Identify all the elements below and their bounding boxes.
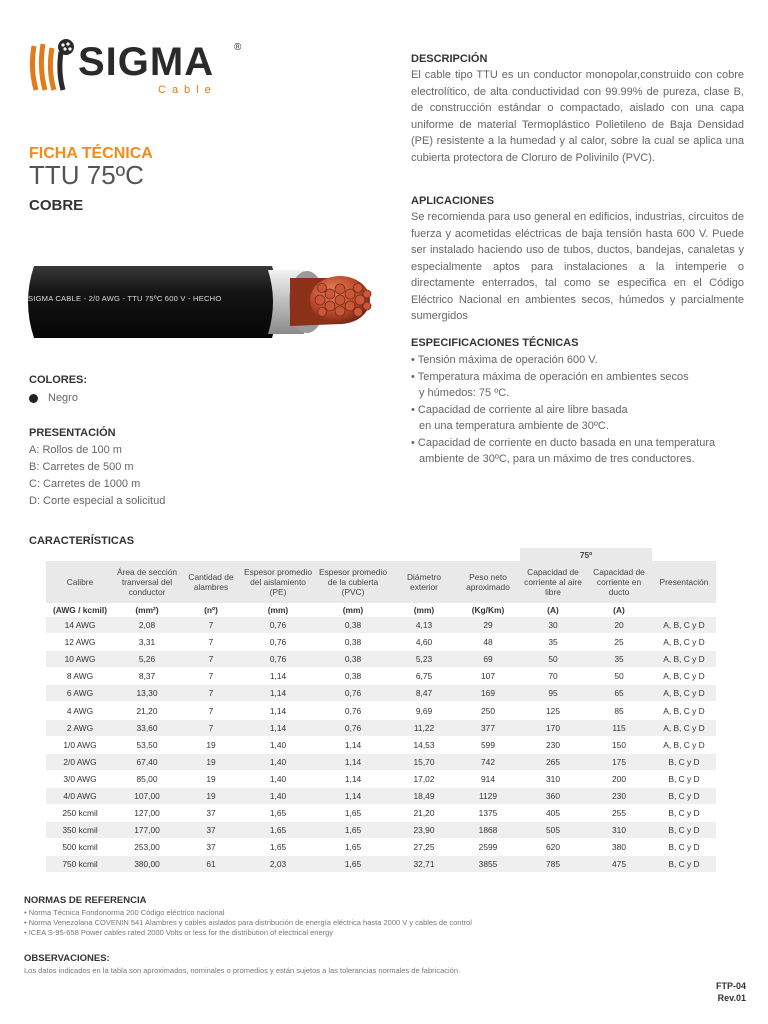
caracteristicas-heading: CARACTERÍSTICAS — [29, 535, 135, 547]
table-cell: A, B, C y D — [652, 685, 716, 702]
table-cell: 255 — [586, 805, 652, 822]
table-cell: 115 — [586, 720, 652, 737]
table-cell: 23,90 — [392, 822, 456, 839]
table-cell: 1,40 — [242, 788, 314, 805]
table-cell: 0,76 — [242, 617, 314, 634]
table-cell: 4,13 — [392, 617, 456, 634]
table-cell: 620 — [520, 839, 586, 856]
product-title: TTU 75ºC — [29, 160, 144, 190]
table-cell: 127,00 — [114, 805, 180, 822]
table-cell: 150 — [586, 737, 652, 754]
cable-print-text: SIGMA CABLE - 2/0 AWG - TTU 75ºC 600 V - HECHO — [28, 294, 222, 303]
table-cell: 1/0 AWG — [46, 737, 114, 754]
table-cell: 7 — [180, 634, 242, 651]
table-cell: 742 — [456, 754, 520, 771]
table-cell: 750 kcmil — [46, 856, 114, 873]
table-cell: 8,47 — [392, 685, 456, 702]
spec-line: • Capacidad de corriente en ducto basada en una temperatura — [411, 437, 716, 449]
table-cell: 67,40 — [114, 754, 180, 771]
table-cell: 265 — [520, 754, 586, 771]
table-cell: 107 — [456, 668, 520, 685]
table-cell: 0,38 — [314, 617, 392, 634]
table-cell: 914 — [456, 771, 520, 788]
table-cell: 19 — [180, 771, 242, 788]
table-cell: 2,08 — [114, 617, 180, 634]
table-cell: 65 — [586, 685, 652, 702]
table-cell: B, C y D — [652, 856, 716, 873]
column-header: Espesor promedio de la cubierta (PVC) — [314, 561, 392, 603]
table-cell: 95 — [520, 685, 586, 702]
column-header: Cantidad de alambres — [180, 561, 242, 603]
table-cell: 1,40 — [242, 771, 314, 788]
spec-item — [411, 369, 744, 401]
table-cell: A, B, C y D — [652, 668, 716, 685]
table-row — [46, 720, 716, 737]
table-row — [46, 685, 716, 702]
column-header: Capacidad de corriente al aire libre — [520, 561, 586, 603]
column-unit: (mm²) — [135, 605, 159, 615]
table-cell: 1,65 — [314, 805, 392, 822]
brand-subtitle: Cable — [158, 84, 217, 96]
table-cell: 14,53 — [392, 737, 456, 754]
column-unit — [652, 603, 716, 617]
table-cell: 1,65 — [242, 839, 314, 856]
table-cell: 85 — [586, 702, 652, 719]
table-cell: B, C y D — [652, 788, 716, 805]
color-dot-icon — [29, 394, 38, 403]
table-cell: 1,14 — [314, 788, 392, 805]
presentacion-heading: PRESENTACIÓN — [29, 427, 116, 439]
table-cell: 21,20 — [114, 702, 180, 719]
table-cell: 1,40 — [242, 737, 314, 754]
table-cell: 7 — [180, 668, 242, 685]
column-unit: (A) — [547, 605, 559, 615]
table-cell: 1375 — [456, 805, 520, 822]
registered-mark: ® — [234, 42, 242, 53]
table-cell: 505 — [520, 822, 586, 839]
table-cell: 177,00 — [114, 822, 180, 839]
table-cell: 785 — [520, 856, 586, 873]
table-cell: 1129 — [456, 788, 520, 805]
table-row — [46, 754, 716, 771]
spec-line: • Tensión máxima de operación 600 V. — [411, 354, 598, 366]
spec-line: y húmedos: 75 ºC. — [419, 387, 510, 399]
table-cell: 230 — [520, 737, 586, 754]
colores-heading: COLORES: — [29, 374, 88, 386]
table-row — [46, 702, 716, 719]
table-header-row — [46, 561, 716, 603]
table-row — [46, 737, 716, 754]
column-header: Diámetro exterior — [392, 561, 456, 603]
table-row — [46, 634, 716, 651]
table-cell: 599 — [456, 737, 520, 754]
descripcion-heading: DESCRIPCIÓN — [411, 53, 488, 65]
table-cell: 250 kcmil — [46, 805, 114, 822]
table-cell: 5,23 — [392, 651, 456, 668]
color-item — [29, 390, 78, 407]
presentacion-item: A: Rollos de 100 m — [29, 444, 122, 456]
table-row — [46, 668, 716, 685]
table-cell: 37 — [180, 822, 242, 839]
column-unit: (A) — [613, 605, 625, 615]
table-cell: 48 — [456, 634, 520, 651]
table-cell: 1,14 — [242, 702, 314, 719]
table-cell: B, C y D — [652, 805, 716, 822]
column-header: Presentación — [652, 561, 716, 603]
column-header: Peso neto aproximado — [456, 561, 520, 603]
table-cell: 14 AWG — [46, 617, 114, 634]
spec-line: en una temperatura ambiente de 30ºC. — [419, 420, 609, 432]
ficha-label: FICHA TÉCNICA — [29, 145, 153, 162]
column-unit: (mm) — [413, 605, 435, 615]
spec-line: • Temperatura máxima de operación en ambientes secos — [411, 371, 689, 383]
table-cell: 0,76 — [314, 720, 392, 737]
table-cell: 0,76 — [314, 702, 392, 719]
table-cell: 3855 — [456, 856, 520, 873]
spec-item — [411, 435, 744, 467]
column-unit: (mm) — [267, 605, 289, 615]
observaciones-heading: OBSERVACIONES: — [24, 953, 110, 964]
especificaciones-heading: ESPECIFICACIONES TÉCNICAS — [411, 337, 579, 349]
table-cell: A, B, C y D — [652, 737, 716, 754]
spec-item — [411, 402, 744, 434]
table-cell: 253,00 — [114, 839, 180, 856]
table-cell: 7 — [180, 702, 242, 719]
table-cell: 7 — [180, 685, 242, 702]
normas-heading: NORMAS DE REFERENCIA — [24, 895, 147, 906]
table-cell: 37 — [180, 839, 242, 856]
sigma-logo-icon — [28, 38, 78, 94]
table-cell: 30 — [520, 617, 586, 634]
table-cell: A, B, C y D — [652, 720, 716, 737]
table-cell: 32,71 — [392, 856, 456, 873]
table-cell: 2599 — [456, 839, 520, 856]
table-cell: 53,50 — [114, 737, 180, 754]
document-code — [716, 980, 746, 1004]
table-cell: 6 AWG — [46, 685, 114, 702]
table-cell: 6,75 — [392, 668, 456, 685]
sigma-logo — [28, 38, 258, 98]
table-cell: 19 — [180, 754, 242, 771]
table-cell: 0,38 — [314, 668, 392, 685]
table-cell: 2/0 AWG — [46, 754, 114, 771]
table-cell: 33,60 — [114, 720, 180, 737]
material-label: COBRE — [29, 197, 84, 214]
table-cell: 250 — [456, 702, 520, 719]
table-cell: 4/0 AWG — [46, 788, 114, 805]
table-cell: 1,40 — [242, 754, 314, 771]
table-cell: 70 — [520, 668, 586, 685]
column-unit: (nº) — [204, 605, 218, 615]
table-cell: B, C y D — [652, 822, 716, 839]
presentacion-list — [29, 442, 165, 510]
table-cell: 20 — [586, 617, 652, 634]
table-cell: 310 — [586, 822, 652, 839]
table-cell: 15,70 — [392, 754, 456, 771]
table-cell: 169 — [456, 685, 520, 702]
brand-name: SIGMA — [78, 40, 215, 84]
table-cell: 360 — [520, 788, 586, 805]
observaciones-text: Los datos indicados en la tabla son aproximados, nominales o promedios y están sujetos a las tolerancias normales de fabricación. — [24, 966, 461, 975]
table-cell: 107,00 — [114, 788, 180, 805]
aplicaciones-heading: APLICACIONES — [411, 195, 495, 207]
table-cell: B, C y D — [652, 771, 716, 788]
cable-image — [22, 262, 382, 342]
table-cell: 7 — [180, 617, 242, 634]
table-cell: 500 kcmil — [46, 839, 114, 856]
table-cell: 35 — [586, 651, 652, 668]
spec-line: ambiente de 30ºC, para un máximo de tres conductores. — [419, 453, 695, 465]
aplicaciones-text: Se recomienda para uso general en edificios, industrias, circuitos de fuerza y acometidas eléctricas de baja tensión hasta 600 V. Puede ser instalado haciendo uso de tubos, ductos, bandejas, canaletas y especialmente aptos para instalaciones a la intemperie o directamente enterrados, tal como se especifica en el Código Eléctrico Nacional en ambientes secos, húmedos y parcialmente sumergidos — [411, 211, 744, 322]
presentacion-item: B: Carretes de 500 m — [29, 461, 134, 473]
table-cell: 175 — [586, 754, 652, 771]
specs-table — [46, 548, 716, 873]
normas-list — [24, 908, 472, 938]
table-cell: 405 — [520, 805, 586, 822]
table-cell: 350 kcmil — [46, 822, 114, 839]
table-cell: A, B, C y D — [652, 651, 716, 668]
table-cell: 1,14 — [242, 685, 314, 702]
table-cell: 1,14 — [242, 720, 314, 737]
column-unit: (Kg/Km) — [471, 605, 505, 615]
table-cell: A, B, C y D — [652, 617, 716, 634]
table-cell: 0,38 — [314, 651, 392, 668]
table-cell: 170 — [520, 720, 586, 737]
table-cell: 19 — [180, 788, 242, 805]
table-cell: 125 — [520, 702, 586, 719]
table-cell: 0,76 — [242, 651, 314, 668]
column-header: Calibre — [46, 561, 114, 603]
table-cell: 21,20 — [392, 805, 456, 822]
table-cell: 2 AWG — [46, 720, 114, 737]
table-cell: 12 AWG — [46, 634, 114, 651]
table-cell: 1,65 — [242, 805, 314, 822]
table-row — [46, 788, 716, 805]
table-row — [46, 856, 716, 873]
table-cell: 0,76 — [314, 685, 392, 702]
norma-item: • Norma Venezolana COVENIN 541 Alambres y cables aislados para distribución de energía eléctrica hasta 2000 V y cables de control — [24, 918, 472, 927]
table-cell: 8 AWG — [46, 668, 114, 685]
presentacion-item: C: Carretes de 1000 m — [29, 478, 141, 490]
table-cell: 0,76 — [242, 634, 314, 651]
table-cell: 17,02 — [392, 771, 456, 788]
table-cell: 1,65 — [314, 822, 392, 839]
table-cell: 13,30 — [114, 685, 180, 702]
table-cell: 7 — [180, 651, 242, 668]
table-cell: 27,25 — [392, 839, 456, 856]
table-cell: 9,69 — [392, 702, 456, 719]
table-cell: 1,65 — [242, 822, 314, 839]
table-cell: 1868 — [456, 822, 520, 839]
column-unit: (mm) — [342, 605, 364, 615]
table-cell: 1,14 — [314, 737, 392, 754]
column-header: Área de sección tranversal del conductor — [114, 561, 180, 603]
table-cell: 230 — [586, 788, 652, 805]
temp-group-header: 75º — [520, 548, 652, 561]
table-row — [46, 617, 716, 634]
column-unit: (AWG / kcmil) — [53, 605, 107, 615]
table-cell: 61 — [180, 856, 242, 873]
table-row — [46, 839, 716, 856]
table-row — [46, 651, 716, 668]
table-cell: 1,65 — [314, 839, 392, 856]
table-row — [46, 771, 716, 788]
table-cell: 69 — [456, 651, 520, 668]
column-header: Capacidad de corriente en ducto — [586, 561, 652, 603]
spec-line: • Capacidad de corriente al aire libre basada — [411, 404, 628, 416]
column-header: Espesor promedio del aislamiento (PE) — [242, 561, 314, 603]
table-cell: 380,00 — [114, 856, 180, 873]
table-row — [46, 822, 716, 839]
table-cell: 85,00 — [114, 771, 180, 788]
color-label: Negro — [48, 392, 78, 404]
spec-item — [411, 352, 744, 368]
table-cell: B, C y D — [652, 754, 716, 771]
table-cell: A, B, C y D — [652, 702, 716, 719]
table-cell: 50 — [520, 651, 586, 668]
table-cell: 35 — [520, 634, 586, 651]
table-cell: 37 — [180, 805, 242, 822]
presentacion-item: D: Corte especial a solicitud — [29, 495, 166, 507]
table-cell: 29 — [456, 617, 520, 634]
doc-code: FTP-04 — [715, 981, 746, 991]
table-cell: 50 — [586, 668, 652, 685]
table-cell: A, B, C y D — [652, 634, 716, 651]
table-cell: 3,31 — [114, 634, 180, 651]
table-cell: 1,14 — [314, 771, 392, 788]
table-cell: 18,49 — [392, 788, 456, 805]
especificaciones-list — [411, 352, 744, 468]
table-cell: 0,38 — [314, 634, 392, 651]
table-body — [46, 617, 716, 873]
norma-item: • Norma Técnica Fondonorma 200 Código eléctrico nacional — [24, 908, 225, 917]
table-cell: 25 — [586, 634, 652, 651]
table-cell: B, C y D — [652, 839, 716, 856]
table-cell: 475 — [586, 856, 652, 873]
table-cell: 4,60 — [392, 634, 456, 651]
table-cell: 5,26 — [114, 651, 180, 668]
table-cell: 10 AWG — [46, 651, 114, 668]
table-cell: 2,03 — [242, 856, 314, 873]
table-cell: 1,65 — [314, 856, 392, 873]
table-cell: 377 — [456, 720, 520, 737]
table-cell: 8,37 — [114, 668, 180, 685]
table-cell: 1,14 — [242, 668, 314, 685]
descripcion-text: El cable tipo TTU es un conductor monopolar,construido con cobre electrolítico, de alta conductividad con 99.99% de pureza, clase B, de construcción estándar o compactado, aislado con una capa uniforme de material Termoplástico Polietileno de Baja Densidad (PE) resistente a la humedad y al calor, sobre la cual se aplica una cubierta protectora de Cloruro de Polivinilo (PVC). — [411, 69, 744, 164]
norma-item: • ICEA S-95-658 Power cables rated 2000 Volts or less for the distribution of electrical energy — [24, 928, 334, 937]
table-cell: 310 — [520, 771, 586, 788]
doc-revision: Rev.01 — [717, 993, 746, 1003]
table-cell: 11,22 — [392, 720, 456, 737]
table-units-row — [46, 603, 716, 617]
table-cell: 200 — [586, 771, 652, 788]
table-cell: 19 — [180, 737, 242, 754]
table-row — [46, 805, 716, 822]
table-cell: 7 — [180, 720, 242, 737]
table-cell: 3/0 AWG — [46, 771, 114, 788]
table-cell: 4 AWG — [46, 702, 114, 719]
table-cell: 1,14 — [314, 754, 392, 771]
table-cell: 380 — [586, 839, 652, 856]
